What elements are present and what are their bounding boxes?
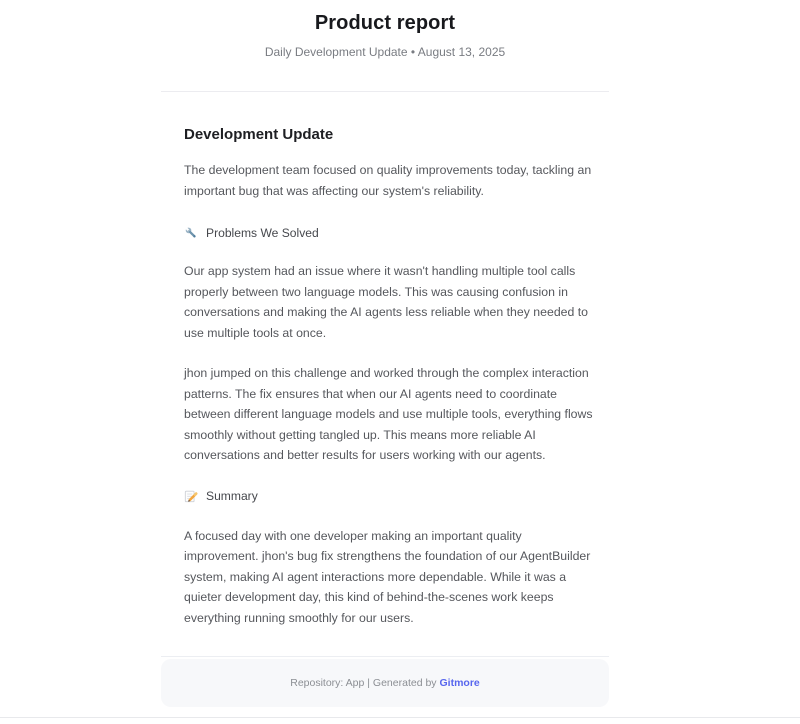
report-header (161, 0, 609, 92)
page-bottom-divider (0, 717, 800, 718)
section-title-summary (184, 486, 596, 506)
footer-divider (161, 656, 609, 657)
report-heading: Development Update (184, 126, 334, 143)
page-subtitle: Daily Development Update • August 13, 2025 (264, 45, 506, 59)
section-title-label: Summary (206, 488, 258, 503)
wrench-icon (184, 226, 198, 240)
section-paragraph: Our app system had an issue where it wasn't handling multiple tool calls properly between two language models. This was causing confusion in conversations and making the AI agents less reliable when they needed to use multiple tools at once. (184, 264, 589, 340)
report-intro-paragraph: The development team focused on quality improvements today, tackling an important bug that was affecting our system's reliability. (184, 163, 592, 198)
section-paragraph: jhon jumped on this challenge and worked through the complex interaction patterns. The fix ensures that when our AI agents need to coordinate between different language models and use multiple tools, everything flows smoothly without getting tangled up. This means more reliable AI conversations and better results for users working with our agents. (184, 366, 593, 462)
section-title-problems-we-solved (184, 223, 596, 243)
gitmore-link[interactable]: Gitmore (439, 677, 480, 689)
report-footer (161, 659, 609, 707)
footer-text (290, 677, 480, 689)
footer-text-prefix: Repository: App | Generated by (290, 677, 437, 689)
report-email (161, 0, 609, 707)
section-title-label: Problems We Solved (206, 226, 319, 240)
report-body (161, 92, 609, 656)
memo-icon (184, 489, 198, 503)
section-paragraph: A focused day with one developer making an important quality improvement. jhon's bug fix strengthens the foundation of our AgentBuilder system, making AI agent interactions more dependable. While it was a quieter development day, this kind of behind-the-scenes work keeps everything running smoothly for our users. (184, 528, 591, 625)
page-title: Product report (314, 12, 456, 34)
